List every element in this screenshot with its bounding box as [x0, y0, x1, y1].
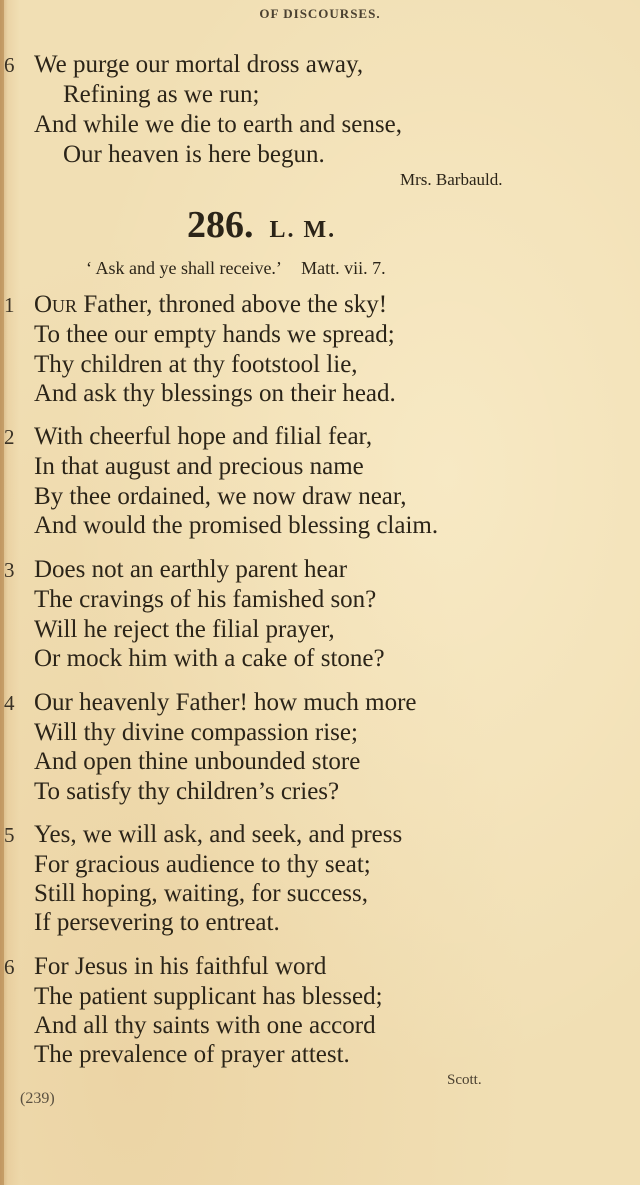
hymn-meter: L. M.: [269, 217, 337, 243]
verse-line: Our heavenly Father! how much more: [34, 689, 417, 716]
verse-line: The cravings of his famished son?: [34, 586, 377, 613]
stanza-number: 4: [4, 691, 15, 715]
hymn-number: 286.: [187, 204, 254, 246]
verse-line: We purge our mortal dross away,: [34, 51, 364, 78]
verse-line: With cheerful hope and filial fear,: [34, 423, 373, 450]
verse-line: And would the promised blessing claim.: [34, 512, 439, 539]
verse-line: Thy children at thy footstool lie,: [34, 351, 358, 378]
verse-line: [34, 290, 387, 320]
author-attribution: Mrs. Barbauld.: [400, 170, 503, 189]
verse-line: Still hoping, waiting, for success,: [34, 880, 368, 907]
stanza-number: 1: [4, 293, 15, 317]
verse-line: In that august and precious name: [34, 453, 364, 480]
epigraph-text: ‘ Ask and ye shall receive.’: [86, 258, 281, 278]
verse-line: Does not an earthly parent hear: [34, 556, 348, 583]
stanza-number: 2: [4, 425, 15, 449]
verse-line: Or mock him with a cake of stone?: [34, 645, 385, 672]
verse-line: Will he reject the filial prayer,: [34, 616, 335, 643]
verse-line: For gracious audience to thy seat;: [34, 851, 371, 878]
verse-line: The prevalence of prayer attest.: [34, 1041, 350, 1068]
page-number: (239): [20, 1090, 55, 1107]
verse-line: Refining as we run;: [63, 81, 260, 108]
verse-line-rest: Father, throned above the sky!: [83, 291, 388, 318]
stanza-number: 6: [4, 955, 15, 979]
epigraph-reference: Matt. vii. 7.: [301, 258, 386, 278]
verse-line: The patient supplicant has blessed;: [34, 983, 383, 1010]
author-attribution: Scott.: [447, 1072, 482, 1088]
running-head: OF DISCOURSES.: [259, 6, 381, 21]
verse-line: And ask thy blessings on their head.: [34, 380, 396, 407]
stanza-number: 5: [4, 823, 15, 847]
stanza-number: 6: [4, 53, 15, 77]
verse-line: Will thy divine compassion rise;: [34, 719, 358, 746]
verse-line: Our heaven is here begun.: [63, 141, 325, 168]
verse-line: To satisfy thy children’s cries?: [34, 778, 340, 805]
verse-line: Yes, we will ask, and seek, and press: [34, 821, 403, 848]
verse-line: If persevering to entreat.: [34, 909, 280, 936]
page-edge: [0, 0, 4, 1185]
hymn-heading: [187, 203, 336, 247]
verse-line: And all thy saints with one accord: [34, 1012, 376, 1039]
first-word-smallcaps: Our: [34, 291, 78, 318]
stanza-number: 3: [4, 558, 15, 582]
verse-line: For Jesus in his faithful word: [34, 953, 327, 980]
epigraph: [86, 258, 386, 279]
verse-line: To thee our empty hands we spread;: [34, 321, 395, 348]
verse-line: By thee ordained, we now draw near,: [34, 483, 407, 510]
verse-line: And open thine unbounded store: [34, 748, 361, 775]
verse-line: And while we die to earth and sense,: [34, 111, 402, 138]
